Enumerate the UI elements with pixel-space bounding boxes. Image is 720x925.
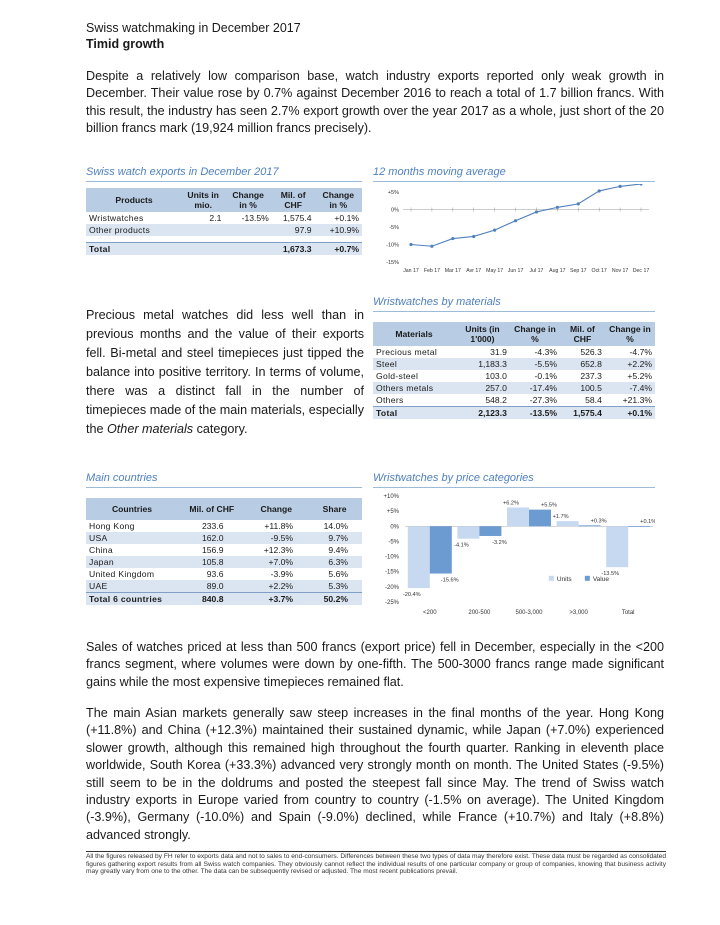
materials-section — [373, 296, 655, 419]
table-cell: 103.0 — [485, 371, 507, 381]
legend-label: Units — [556, 575, 572, 583]
table-cell: +5.2% — [627, 371, 652, 381]
table-row — [373, 382, 655, 394]
data-label: +0.3% — [590, 518, 607, 525]
col-header: Units in mio. — [182, 188, 224, 212]
exports-title: Swiss watch exports in December 2017 — [86, 166, 279, 178]
table-row — [373, 370, 655, 382]
table-cell: 93.6 — [206, 569, 224, 579]
y-tick-label: -25% — [384, 600, 399, 606]
table-cell: 162.0 — [178, 532, 246, 544]
table-row — [86, 580, 362, 593]
table-cell: +0.1% — [334, 213, 359, 223]
data-point — [430, 245, 433, 248]
table-cell: 14.0% — [323, 521, 348, 531]
table-cell: 233.6 — [202, 521, 224, 531]
countries-title: Main countries — [86, 472, 158, 484]
table-cell: -7.4% — [605, 382, 655, 394]
y-tick-label: -5% — [388, 539, 399, 546]
exports-table — [86, 188, 362, 255]
moving-average-chart — [373, 184, 655, 276]
table-cell: 257.0 — [455, 382, 510, 394]
data-label: -15.6% — [440, 577, 459, 584]
section-rule — [373, 311, 655, 312]
price-categories-chart — [373, 490, 655, 620]
col-header: Materials — [373, 322, 455, 346]
x-tick-label: Mar 17 — [444, 268, 461, 274]
bar-value — [579, 525, 601, 526]
table-cell: 2.1 — [209, 213, 222, 223]
total-row — [86, 242, 362, 255]
price-paragraph: Sales of watches priced at less than 500 francs (export price) fell in December, especially in the <200 francs segment, where volumes were down by one-fifth. The 500-3000 francs range made significant gains while the most expensive timepieces remained flat. — [86, 640, 664, 689]
table-row — [373, 358, 655, 370]
table-cell: 31.9 — [490, 347, 507, 357]
table-cell: 5.6% — [328, 569, 348, 579]
table-cell: 9.7% — [307, 532, 362, 544]
data-point — [639, 184, 642, 186]
footer-disclaimer: All the figures released by FH refer to exports data and not to sales to end-consumers. Differences between these two types of data may therefore exist. These data must be regarded as consolidated figures gathering export results from all Swiss watch companies. They obviously cannot reflect the individual results of one particular company or group of companies, knowing that business activity may greatly vary from one to the other. The data can be subsequently revised or adjusted. The most recent publications prevail. — [86, 853, 666, 876]
materials-header-row — [373, 322, 655, 346]
table-cell: 58.4 — [585, 395, 602, 405]
col-header: Share — [307, 498, 362, 520]
table-cell: +12.3% — [263, 545, 294, 555]
table-cell: Japan — [86, 556, 178, 568]
series-line — [411, 184, 641, 246]
table-cell: +7.0% — [246, 556, 308, 568]
price-categories-section — [373, 472, 655, 625]
table-row — [86, 556, 362, 568]
materials-paragraph — [86, 306, 364, 439]
section-rule — [86, 181, 362, 182]
x-tick-label: 200-500 — [468, 610, 491, 616]
legend-label: Value — [592, 575, 609, 583]
col-header: Mil. of CHF — [560, 322, 605, 346]
x-tick-label: Jan 17 — [403, 268, 419, 274]
table-cell: 526.3 — [580, 347, 602, 357]
bar-units — [457, 526, 479, 538]
data-label: +6.2% — [502, 500, 520, 507]
x-tick-label: 500-3,000 — [515, 610, 543, 616]
table-cell: 2,123.3 — [455, 407, 510, 420]
bar-value — [430, 526, 452, 573]
y-tick-label: -15% — [384, 569, 399, 576]
table-cell: Total — [86, 242, 182, 255]
countries-body — [86, 520, 362, 605]
moving-average-section — [373, 166, 655, 281]
data-point — [618, 185, 621, 188]
materials-title: Wristwatches by materials — [373, 296, 501, 308]
table-row — [86, 224, 362, 236]
col-header: Change in % — [224, 188, 271, 212]
table-cell: -4.7% — [629, 347, 652, 357]
table-cell: 1,183.3 — [455, 358, 510, 370]
data-point — [577, 202, 580, 205]
countries-header-row — [86, 498, 362, 520]
table-row — [373, 346, 655, 358]
document-header — [86, 20, 301, 52]
table-cell: 105.8 — [178, 556, 246, 568]
x-tick-label: Dec 17 — [632, 268, 650, 274]
table-cell: Other products — [86, 224, 182, 236]
table-cell: -5.5% — [510, 358, 560, 370]
table-cell: +11.8% — [264, 521, 294, 531]
table-row — [86, 532, 362, 544]
table-cell: +2.2% — [246, 580, 308, 593]
data-label: -3.2% — [492, 539, 507, 546]
legend-swatch — [549, 576, 554, 581]
table-cell: -27.3% — [529, 395, 557, 405]
table-cell: 156.9 — [202, 545, 224, 555]
bar-value — [628, 526, 650, 527]
col-header: Change in % — [510, 322, 560, 346]
bar-units — [408, 526, 430, 588]
section-rule — [86, 487, 362, 488]
y-tick-label: +10% — [383, 494, 399, 500]
table-cell: -0.1% — [534, 371, 557, 381]
data-point — [451, 237, 454, 240]
y-tick-label: -15% — [386, 260, 399, 266]
table-cell: Others — [376, 395, 404, 405]
table-cell: 1,575.4 — [282, 213, 312, 223]
table-cell: +3.7% — [246, 593, 308, 606]
x-tick-label: Jun 17 — [507, 268, 524, 274]
x-tick-label: Nov 17 — [611, 268, 629, 274]
table-row — [373, 394, 655, 407]
intro-paragraph: Despite a relatively low comparison base, watch industry exports reported only weak growth in December. Their value rose by 0.7% against December 2016 to reach a total of 1.7 billion francs. With this result, the industry has seen 2.7% export growth over the year 2017 as a whole, just short of the 20 billion francs mark (19,924 million francs precisely). — [86, 69, 664, 136]
y-tick-label: -10% — [386, 242, 399, 249]
bar-units — [507, 508, 529, 527]
paragraph-emphasis: Other materials — [107, 422, 194, 436]
table-cell: 9.4% — [328, 545, 348, 555]
legend-swatch — [585, 576, 590, 581]
table-row — [86, 568, 362, 580]
paragraph-text: Precious metal watches did less well than in previous months and the value of their exports fell. Bi-metal and steel timepieces just tipped the balance into positive territory. In terms of volume, there was a distinct fall in the number of timepieces made of the main materials, especially the — [86, 308, 364, 436]
col-header: Countries — [86, 498, 178, 520]
table-cell — [224, 242, 271, 255]
document-subtitle: Timid growth — [86, 37, 165, 51]
x-tick-label: Sep 17 — [570, 268, 587, 274]
bar-value — [479, 526, 501, 536]
table-cell: -13.5% — [241, 213, 269, 223]
section-rule — [373, 181, 655, 182]
table-cell: Others metals — [373, 382, 455, 394]
x-tick-label: May 17 — [486, 268, 504, 274]
data-label: +5.5% — [540, 502, 558, 509]
x-tick-label: Aug 17 — [549, 268, 566, 274]
data-label: +1.7% — [552, 514, 569, 521]
table-cell: -9.5% — [246, 532, 308, 544]
table-cell: +0.1% — [605, 407, 655, 420]
x-tick-label: Jul 17 — [529, 268, 544, 274]
data-label: -4.1% — [454, 542, 469, 549]
data-label: +0.1% — [640, 518, 655, 525]
table-cell: United Kingdom — [89, 569, 155, 579]
bar-value — [529, 510, 551, 527]
table-cell: China — [89, 545, 113, 555]
y-tick-label: +5% — [386, 509, 399, 516]
col-header: Change — [246, 498, 308, 520]
x-tick-label: Total — [621, 610, 635, 616]
y-tick-label: 0% — [390, 524, 399, 531]
data-point — [598, 189, 601, 192]
table-cell: Total — [373, 407, 455, 420]
col-header: Change in % — [315, 188, 362, 212]
y-tick-label: -5% — [389, 225, 399, 231]
table-cell: 652.8 — [560, 358, 605, 370]
y-tick-label: 0% — [391, 207, 399, 214]
paragraph-text: category. — [193, 422, 248, 436]
x-tick-label: Avr 17 — [466, 268, 482, 274]
table-cell: -17.4% — [510, 382, 560, 394]
table-cell — [224, 224, 271, 236]
table-cell: 237.3 — [580, 371, 602, 381]
col-header: Mil. of CHF — [178, 498, 246, 520]
table-cell: Wristwatches — [89, 213, 144, 223]
table-cell: 97.9 — [272, 224, 315, 236]
table-cell: UAE — [86, 580, 178, 593]
total-row — [86, 593, 362, 606]
table-row — [86, 520, 362, 532]
table-cell: +0.7% — [315, 242, 362, 255]
x-tick-label: Oct 17 — [591, 268, 607, 274]
table-cell: 840.8 — [178, 593, 246, 606]
table-cell — [182, 242, 224, 255]
bar-units — [606, 526, 628, 567]
table-row — [86, 544, 362, 556]
table-cell: +10.9% — [315, 224, 362, 236]
exports-section — [86, 166, 362, 255]
x-tick-label: Feb 17 — [423, 268, 440, 274]
countries-section — [86, 472, 362, 605]
table-cell: Hong Kong — [89, 521, 135, 531]
data-label: -13.5% — [601, 571, 620, 578]
table-cell: -13.5% — [510, 407, 560, 420]
x-tick-label: >3,000 — [569, 610, 588, 616]
col-header: Mil. of CHF — [272, 188, 315, 212]
data-point — [514, 219, 517, 222]
materials-body — [373, 346, 655, 419]
table-cell: -4.3% — [534, 347, 557, 357]
y-tick-label: -20% — [384, 584, 399, 591]
col-header: Products — [86, 188, 182, 212]
table-cell: 100.5 — [560, 382, 605, 394]
x-tick-label: <200 — [423, 610, 437, 616]
bar-units — [557, 521, 579, 526]
table-cell: USA — [86, 532, 178, 544]
table-cell: Steel — [373, 358, 455, 370]
data-point — [493, 229, 496, 232]
price-categories-title: Wristwatches by price categories — [373, 472, 534, 484]
section-rule — [373, 487, 655, 488]
table-cell: 6.3% — [307, 556, 362, 568]
table-cell: Total 6 countries — [86, 593, 178, 606]
exports-header-row — [86, 188, 362, 212]
table-cell: 548.2 — [485, 395, 507, 405]
total-row — [373, 407, 655, 420]
table-cell: 1,575.4 — [560, 407, 605, 420]
table-cell: Gold-steel — [376, 371, 419, 381]
col-header: Change in % — [605, 322, 655, 346]
table-cell: Precious metal — [376, 347, 438, 357]
countries-table — [86, 498, 362, 605]
y-tick-label: +5% — [387, 190, 399, 196]
table-cell: +21.3% — [622, 395, 652, 405]
table-cell: 5.3% — [307, 580, 362, 593]
table-cell: 50.2% — [307, 593, 362, 606]
table-cell: 89.0 — [178, 580, 246, 593]
materials-table — [373, 322, 655, 419]
table-cell: 1,673.3 — [272, 242, 315, 255]
data-point — [409, 243, 412, 246]
moving-average-title: 12 months moving average — [373, 166, 506, 178]
col-header: Units (in 1'000) — [455, 322, 510, 346]
data-label: -20.4% — [402, 592, 421, 599]
table-cell — [182, 224, 224, 236]
y-tick-label: -10% — [384, 554, 399, 561]
asia-paragraph: The main Asian markets generally saw steep increases in the final months of the year. Hong Kong (+11.8%) and China (+12.3%) maintained their sustained dynamic, while Japan (+7.0%) experienced slower growth, although this remained high throughout the fourth quarter. Ranking in eleventh place worldwide, South Korea (+33.3%) advanced very strongly month on month. The United States (-9.5%) still seem to be in the doldrums and posted the steepest fall since May. The trend of Swiss watch industry exports in Europe varied from country to country (-1.5% on average). The United Kingdom (-3.9%), Germany (-10.0%) and Spain (-9.0%) declined, while France (+10.7%) and Italy (+8.8%) advanced strongly. — [86, 706, 664, 842]
table-row — [86, 212, 362, 224]
table-cell: -3.9% — [270, 569, 294, 579]
table-cell: +2.2% — [605, 358, 655, 370]
data-point — [472, 235, 475, 238]
document-title: Swiss watchmaking in December 2017 — [86, 21, 301, 35]
